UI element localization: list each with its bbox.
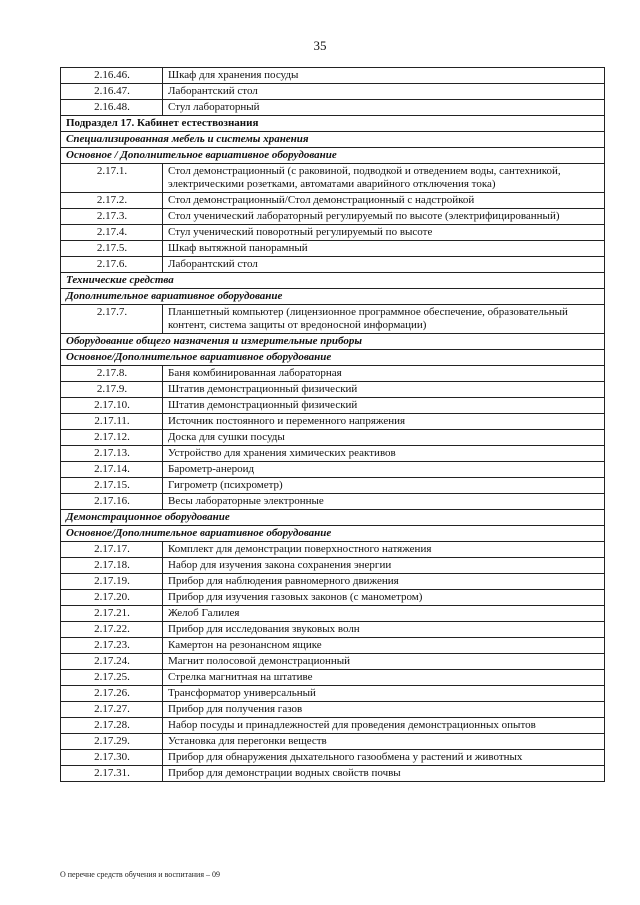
- section-header-row: [61, 116, 605, 132]
- item-number: 2.17.18.: [61, 558, 163, 574]
- item-number: 2.17.5.: [61, 241, 163, 257]
- section-title: Подраздел 17. Кабинет естествознания: [61, 116, 605, 132]
- item-name: Барометр-анероид: [163, 462, 605, 478]
- item-number: 2.17.7.: [61, 305, 163, 334]
- category-title: Оборудование общего назначения и измерительные приборы: [61, 334, 605, 350]
- category-header-row: [61, 289, 605, 305]
- table-row: [61, 654, 605, 670]
- table-row: [61, 225, 605, 241]
- item-name: Прибор для получения газов: [163, 702, 605, 718]
- table-row: [61, 209, 605, 225]
- item-name: Весы лабораторные электронные: [163, 494, 605, 510]
- item-name: Устройство для хранения химических реактивов: [163, 446, 605, 462]
- category-header-row: [61, 334, 605, 350]
- item-number: 2.17.25.: [61, 670, 163, 686]
- table-row: [61, 398, 605, 414]
- table-row: [61, 542, 605, 558]
- table-row: [61, 164, 605, 193]
- page-number: 35: [313, 38, 327, 53]
- table-row: [61, 305, 605, 334]
- item-number: 2.17.19.: [61, 574, 163, 590]
- category-header-row: [61, 350, 605, 366]
- item-number: 2.17.2.: [61, 193, 163, 209]
- item-name: Трансформатор универсальный: [163, 686, 605, 702]
- category-title: Основное/Дополнительное вариативное оборудование: [61, 526, 605, 542]
- table-row: [61, 366, 605, 382]
- category-title: Дополнительное вариативное оборудование: [61, 289, 605, 305]
- item-name: Стол ученический лабораторный регулируемый по высоте (электрифицированный): [163, 209, 605, 225]
- item-name: Прибор для демонстрации водных свойств почвы: [163, 766, 605, 782]
- table-row: [61, 84, 605, 100]
- item-number: 2.17.3.: [61, 209, 163, 225]
- category-header-row: [61, 510, 605, 526]
- item-name: Стул лабораторный: [163, 100, 605, 116]
- table-row: [61, 622, 605, 638]
- table-row: [61, 590, 605, 606]
- item-name: Камертон на резонансном ящике: [163, 638, 605, 654]
- item-number: 2.17.20.: [61, 590, 163, 606]
- item-number: 2.16.48.: [61, 100, 163, 116]
- category-header-row: [61, 273, 605, 289]
- category-title: Технические средства: [61, 273, 605, 289]
- item-number: 2.17.4.: [61, 225, 163, 241]
- page-footer: О перечне средств обучения и воспитания – 09: [60, 870, 220, 879]
- table-row: [61, 702, 605, 718]
- table-row: [61, 750, 605, 766]
- table-row: [61, 257, 605, 273]
- item-number: 2.17.26.: [61, 686, 163, 702]
- table-row: [61, 382, 605, 398]
- table-row: [61, 734, 605, 750]
- item-name: Планшетный компьютер (лицензионное программное обеспечение, образовательный контент, система защиты от вредоносной информации): [163, 305, 605, 334]
- item-number: 2.17.28.: [61, 718, 163, 734]
- table-row: [61, 494, 605, 510]
- item-number: 2.17.23.: [61, 638, 163, 654]
- item-name: Шкаф вытяжной панорамный: [163, 241, 605, 257]
- item-name: Прибор для обнаружения дыхательного газообмена у растений и животных: [163, 750, 605, 766]
- item-number: 2.17.9.: [61, 382, 163, 398]
- item-name: Желоб Галилея: [163, 606, 605, 622]
- item-number: 2.17.6.: [61, 257, 163, 273]
- item-name: Прибор для исследования звуковых волн: [163, 622, 605, 638]
- category-title: Демонстрационное оборудование: [61, 510, 605, 526]
- table-row: [61, 100, 605, 116]
- item-number: 2.17.17.: [61, 542, 163, 558]
- table-row: [61, 606, 605, 622]
- item-number: 2.17.13.: [61, 446, 163, 462]
- item-name: Гигрометр (психрометр): [163, 478, 605, 494]
- item-number: 2.17.14.: [61, 462, 163, 478]
- table-row: [61, 193, 605, 209]
- category-title: Специализированная мебель и системы хранения: [61, 132, 605, 148]
- table-row: [61, 68, 605, 84]
- item-number: 2.16.47.: [61, 84, 163, 100]
- item-name: Доска для сушки посуды: [163, 430, 605, 446]
- item-number: 2.17.24.: [61, 654, 163, 670]
- item-name: Лаборантский стол: [163, 257, 605, 273]
- item-number: 2.16.46.: [61, 68, 163, 84]
- item-number: 2.17.21.: [61, 606, 163, 622]
- category-header-row: [61, 132, 605, 148]
- table-row: [61, 558, 605, 574]
- item-number: 2.17.15.: [61, 478, 163, 494]
- item-name: Комплект для демонстрации поверхностного натяжения: [163, 542, 605, 558]
- item-number: 2.17.29.: [61, 734, 163, 750]
- table-row: [61, 241, 605, 257]
- category-title: Основное / Дополнительное вариативное оборудование: [61, 148, 605, 164]
- item-number: 2.17.8.: [61, 366, 163, 382]
- item-name: Набор посуды и принадлежностей для проведения демонстрационных опытов: [163, 718, 605, 734]
- item-name: Штатив демонстрационный физический: [163, 398, 605, 414]
- item-name: Стол демонстрационный/Стол демонстрационный с надстройкой: [163, 193, 605, 209]
- table-row: [61, 478, 605, 494]
- table-row: [61, 430, 605, 446]
- table-row: [61, 446, 605, 462]
- item-name: Шкаф для хранения посуды: [163, 68, 605, 84]
- item-number: 2.17.31.: [61, 766, 163, 782]
- item-number: 2.17.1.: [61, 164, 163, 193]
- equipment-table: [60, 67, 605, 782]
- item-name: Прибор для изучения газовых законов (с манометром): [163, 590, 605, 606]
- item-name: Баня комбинированная лабораторная: [163, 366, 605, 382]
- table-row: [61, 574, 605, 590]
- table-row: [61, 670, 605, 686]
- item-name: Лаборантский стол: [163, 84, 605, 100]
- category-title: Основное/Дополнительное вариативное оборудование: [61, 350, 605, 366]
- table-row: [61, 686, 605, 702]
- item-name: Стул ученический поворотный регулируемый по высоте: [163, 225, 605, 241]
- item-name: Штатив демонстрационный физический: [163, 382, 605, 398]
- item-name: Установка для перегонки веществ: [163, 734, 605, 750]
- item-name: Магнит полосовой демонстрационный: [163, 654, 605, 670]
- item-number: 2.17.11.: [61, 414, 163, 430]
- item-name: Стрелка магнитная на штативе: [163, 670, 605, 686]
- item-number: 2.17.22.: [61, 622, 163, 638]
- item-name: Источник постоянного и переменного напряжения: [163, 414, 605, 430]
- item-number: 2.17.27.: [61, 702, 163, 718]
- table-row: [61, 462, 605, 478]
- item-name: Прибор для наблюдения равномерного движения: [163, 574, 605, 590]
- item-number: 2.17.16.: [61, 494, 163, 510]
- item-number: 2.17.12.: [61, 430, 163, 446]
- category-header-row: [61, 526, 605, 542]
- category-header-row: [61, 148, 605, 164]
- item-number: 2.17.10.: [61, 398, 163, 414]
- table-row: [61, 766, 605, 782]
- equipment-table-body: [61, 68, 605, 782]
- item-name: Стол демонстрационный (с раковиной, подводкой и отведением воды, сантехникой, электрическими розетками, автоматами аварийного отключения тока): [163, 164, 605, 193]
- item-name: Набор для изучения закона сохранения энергии: [163, 558, 605, 574]
- table-row: [61, 718, 605, 734]
- table-row: [61, 414, 605, 430]
- item-number: 2.17.30.: [61, 750, 163, 766]
- table-row: [61, 638, 605, 654]
